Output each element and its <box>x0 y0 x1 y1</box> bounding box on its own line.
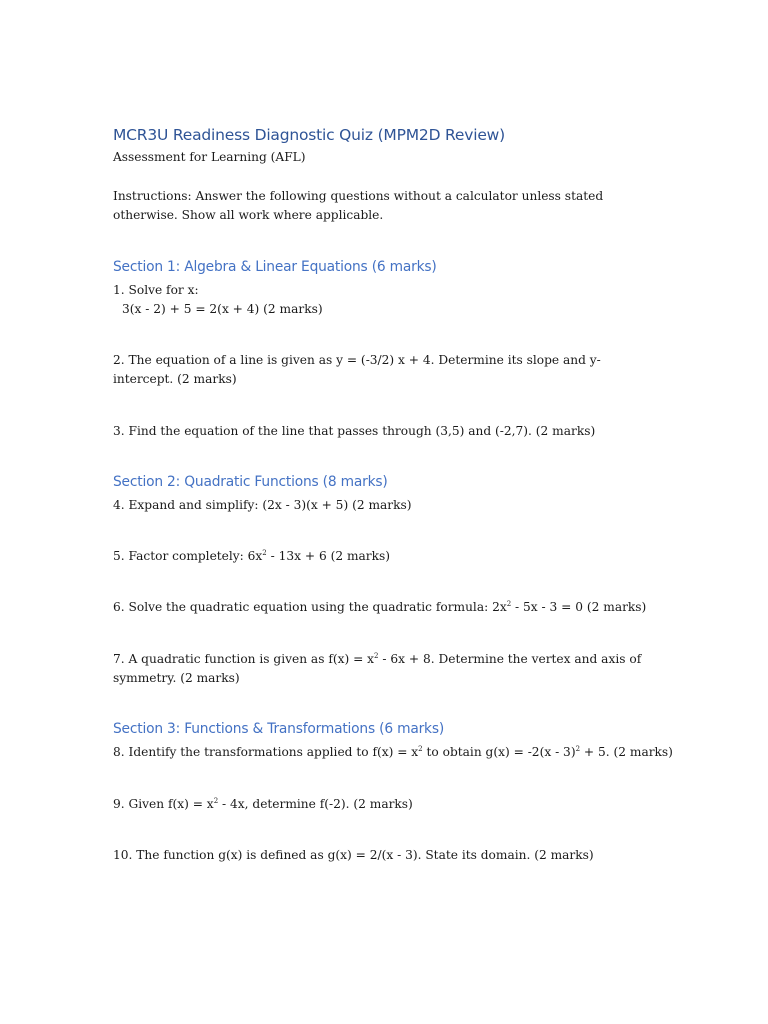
instructions: Instructions: Answer the following questions without a calculator unless stated otherwise. Show all work where applicable. <box>113 189 604 222</box>
section-3-heading: Section 3: Functions & Transformations (6 marks) <box>113 721 445 737</box>
section-2-heading: Section 2: Quadratic Functions (8 marks) <box>113 474 388 490</box>
question-8: 8. Identify the transformations applied to $f(x) = x^2$ to obtain g(x) = -2(x - 3)$^2$ + 5. (2 marks) <box>113 744 673 759</box>
question-1-equation: 3(x - 2) + 5 = 2(x + 4) (2 marks) <box>122 302 323 316</box>
question-5: 5. Factor completely: $6x^2 - 13x + 6$ (2 marks) <box>113 548 391 563</box>
question-4: 4. Expand and simplify: (2x - 3)(x + 5) (2 marks) <box>113 498 412 512</box>
section-1-heading: Section 1: Algebra & Linear Equations (6 marks) <box>113 259 437 275</box>
question-10: 10. The function g(x) is defined as g(x) = 2/(x - 3). State its domain. (2 marks) <box>113 848 594 862</box>
question-1-prompt: 1. Solve for x: <box>113 283 199 297</box>
subtitle: Assessment for Learning (AFL) <box>113 150 306 164</box>
question-7: 7. A quadratic function is given as $f(x) = x^2 - 6x + 8$. Determine the vertex and axis of symmetry. (2 marks) <box>113 651 642 685</box>
page-title: MCR3U Readiness Diagnostic Quiz (MPM2D Review) <box>113 126 505 144</box>
question-9: 9. Given $f(x) = x^2 - 4x$, determine f(-2). (2 marks) <box>113 796 413 811</box>
question-6: 6. Solve the quadratic equation using the quadratic formula: $2x^2 - 5x - 3 = 0$ (2 marks) <box>113 599 647 614</box>
question-3: 3. Find the equation of the line that passes through (3,5) and (-2,7). (2 marks) <box>113 424 596 438</box>
question-2: 2. The equation of a line is given as y = (-3/2) x + 4. Determine its slope and y-intercept. (2 marks) <box>113 353 601 386</box>
